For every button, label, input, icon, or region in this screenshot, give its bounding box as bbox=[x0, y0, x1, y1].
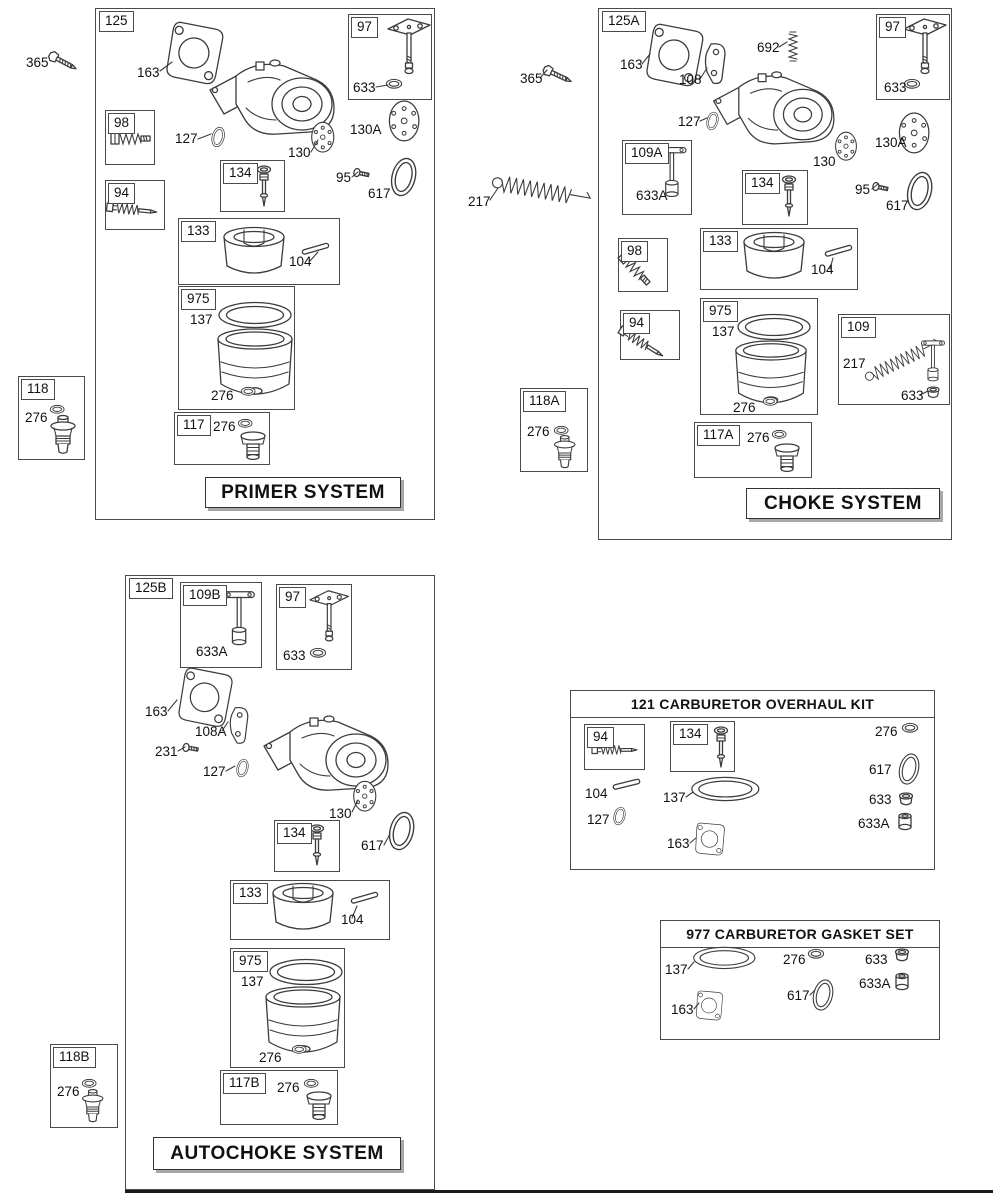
group-label: 117A bbox=[697, 425, 740, 446]
section-title: 977 CARBURETOR GASKET SET bbox=[686, 926, 914, 942]
part-label: 276 bbox=[211, 388, 234, 403]
section-title: 121 CARBURETOR OVERHAUL KIT bbox=[630, 696, 875, 712]
part-label: 130 bbox=[329, 806, 352, 821]
part-label: 633 bbox=[283, 648, 306, 663]
part-label: 276 bbox=[213, 419, 236, 434]
part-label: 130 bbox=[288, 145, 311, 160]
group-label: 117 bbox=[177, 415, 211, 436]
part-label: 276 bbox=[527, 424, 550, 439]
part-label: 104 bbox=[289, 254, 312, 269]
part-label: 276 bbox=[57, 1084, 80, 1099]
group-label: 118 bbox=[21, 379, 55, 400]
part-label: 104 bbox=[585, 786, 608, 801]
group-label: 94 bbox=[108, 183, 135, 204]
part-label: 137 bbox=[663, 790, 686, 805]
section-id-label: 125 bbox=[99, 11, 134, 32]
part-label: 137 bbox=[190, 312, 213, 327]
part-label: 104 bbox=[341, 912, 364, 927]
part-label: 276 bbox=[783, 952, 806, 967]
group-label: 98 bbox=[621, 241, 648, 262]
part-label: 633A bbox=[858, 816, 890, 831]
part-label: 633 bbox=[865, 952, 888, 967]
part-label: 95 bbox=[336, 170, 352, 185]
group-label: 117B bbox=[223, 1073, 266, 1094]
group-label: 975 bbox=[233, 951, 268, 972]
part-label: 163 bbox=[145, 704, 168, 719]
part-label: 276 bbox=[875, 724, 898, 739]
part-label: 633 bbox=[353, 80, 376, 95]
part-label: 276 bbox=[277, 1080, 300, 1095]
group-label: 975 bbox=[703, 301, 738, 322]
part-label: 617 bbox=[787, 988, 810, 1003]
part-label: 365 bbox=[26, 55, 49, 70]
part-label: 617 bbox=[869, 762, 892, 777]
part-label: 276 bbox=[25, 410, 48, 425]
section-id-label: 125A bbox=[602, 11, 646, 32]
part-label: 365 bbox=[520, 71, 543, 86]
part-label: 276 bbox=[733, 400, 756, 415]
part-label: 633A bbox=[636, 188, 668, 203]
part-label: 137 bbox=[241, 974, 264, 989]
group-label: 134 bbox=[745, 173, 780, 194]
part-label: 95 bbox=[855, 182, 871, 197]
part-label: 276 bbox=[259, 1050, 282, 1065]
part-label: 163 bbox=[620, 57, 643, 72]
group-label: 134 bbox=[673, 724, 708, 745]
part-label: 108A bbox=[195, 724, 227, 739]
part-label: 633 bbox=[901, 388, 924, 403]
group-label: 94 bbox=[587, 727, 614, 748]
part-label: 127 bbox=[587, 812, 610, 827]
part-label: 163 bbox=[137, 65, 160, 80]
part-label: 633 bbox=[884, 80, 907, 95]
part-label: 130A bbox=[875, 135, 907, 150]
part-label: 276 bbox=[747, 430, 770, 445]
part-label: 104 bbox=[811, 262, 834, 277]
group-label: 133 bbox=[703, 231, 738, 252]
part-label: 617 bbox=[886, 198, 909, 213]
group-label: 975 bbox=[181, 289, 216, 310]
section-title: AUTOCHOKE SYSTEM bbox=[153, 1137, 401, 1170]
part-label: 633A bbox=[196, 644, 228, 659]
group-label: 98 bbox=[108, 113, 135, 134]
part-label: 163 bbox=[667, 836, 690, 851]
group-label: 109B bbox=[183, 585, 227, 606]
part-label: 692 bbox=[757, 40, 780, 55]
group-label: 118A bbox=[523, 391, 566, 412]
group-label: 133 bbox=[181, 221, 216, 242]
part-label: 217 bbox=[468, 194, 491, 209]
part-label: 617 bbox=[368, 186, 391, 201]
part-label: 130 bbox=[813, 154, 836, 169]
part-label: 217 bbox=[843, 356, 866, 371]
part-label: 127 bbox=[678, 114, 701, 129]
part-label: 130A bbox=[350, 122, 382, 137]
group-label: 94 bbox=[623, 313, 650, 334]
part-label: 633A bbox=[859, 976, 891, 991]
part-label: 137 bbox=[712, 324, 735, 339]
part-label: 108 bbox=[679, 72, 702, 87]
section-id-label: 125B bbox=[129, 578, 173, 599]
part-label: 127 bbox=[175, 131, 198, 146]
part-label: 137 bbox=[665, 962, 688, 977]
group-label: 97 bbox=[279, 587, 306, 608]
part-label: 617 bbox=[361, 838, 384, 853]
group-label: 97 bbox=[351, 17, 378, 38]
section-title: CHOKE SYSTEM bbox=[746, 488, 940, 519]
section-title: PRIMER SYSTEM bbox=[205, 477, 401, 508]
group-label: 134 bbox=[223, 163, 258, 184]
group-label: 109 bbox=[841, 317, 876, 338]
group-label: 118B bbox=[53, 1047, 96, 1068]
group-label: 133 bbox=[233, 883, 268, 904]
part-label: 127 bbox=[203, 764, 226, 779]
part-label: 231 bbox=[155, 744, 178, 759]
part-label: 633 bbox=[869, 792, 892, 807]
group-label: 97 bbox=[879, 17, 906, 38]
part-label: 163 bbox=[671, 1002, 694, 1017]
group-label: 109A bbox=[625, 143, 669, 164]
group-label: 134 bbox=[277, 823, 312, 844]
